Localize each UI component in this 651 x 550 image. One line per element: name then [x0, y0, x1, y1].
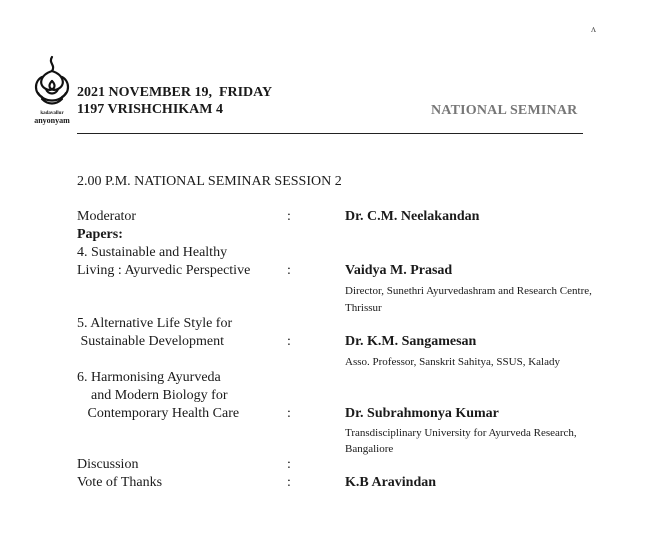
malayalam-date: 1197 VRISHCHIKAM 4 — [77, 102, 223, 117]
header-divider — [77, 133, 583, 134]
paper5-colon: : — [287, 334, 291, 349]
paper5-affiliation-line1: Asso. Professor, Sanskrit Sahitya, SSUS, Kalady — [345, 356, 560, 368]
paper6-title-line3: Contemporary Health Care — [77, 406, 240, 421]
paper5-presenter: Dr. K.M. Sangamesan — [345, 334, 477, 349]
paper5-title-line2: Sustainable Development — [77, 334, 224, 349]
moderator-colon: : — [287, 209, 291, 224]
event-title: NATIONAL SEMINAR — [431, 103, 578, 118]
paper4-colon: : — [287, 263, 291, 278]
paper4-presenter: Vaidya M. Prasad — [345, 263, 453, 278]
paper6-title-line2: and Modern Biology for — [77, 388, 228, 403]
paper4-title-line1: 4. Sustainable and Healthy — [77, 245, 228, 260]
discussion-colon: : — [287, 457, 291, 472]
paper4-affiliation-line1: Director, Sunethri Ayurvedashram and Research Centre, — [345, 285, 592, 297]
paper5-title-line1: 5. Alternative Life Style for — [77, 316, 233, 331]
logo-subtitle: kadavallur — [40, 111, 64, 116]
date-line: 2021 NOVEMBER 19, FRIDAY — [77, 85, 273, 100]
paper4-title-line2: Living : Ayurvedic Perspective — [77, 263, 251, 278]
corner-mark: ʌ — [591, 24, 596, 35]
paper6-affiliation-line1: Transdisciplinary University for Ayurveda Research, — [345, 427, 577, 439]
paper6-title-line1: 6. Harmonising Ayurveda — [77, 370, 221, 385]
papers-heading: Papers: — [77, 227, 123, 242]
logo-wordmark: anyonyam — [34, 116, 70, 125]
moderator-label: Moderator — [77, 209, 137, 224]
vote-of-thanks-label: Vote of Thanks — [77, 475, 163, 490]
flame-lamp-icon — [30, 55, 74, 113]
vote-of-thanks-name: K.B Aravindan — [345, 475, 437, 490]
moderator-name: Dr. C.M. Neelakandan — [345, 209, 480, 224]
vote-of-thanks-colon: : — [287, 475, 291, 490]
discussion-label: Discussion — [77, 457, 139, 472]
paper6-affiliation-line2: Bangaliore — [345, 443, 394, 455]
session-title: 2.00 P.M. NATIONAL SEMINAR SESSION 2 — [77, 174, 342, 189]
paper4-affiliation-line2: Thrissur — [345, 302, 382, 314]
paper6-colon: : — [287, 406, 291, 421]
paper6-presenter: Dr. Subrahmonya Kumar — [345, 406, 499, 421]
